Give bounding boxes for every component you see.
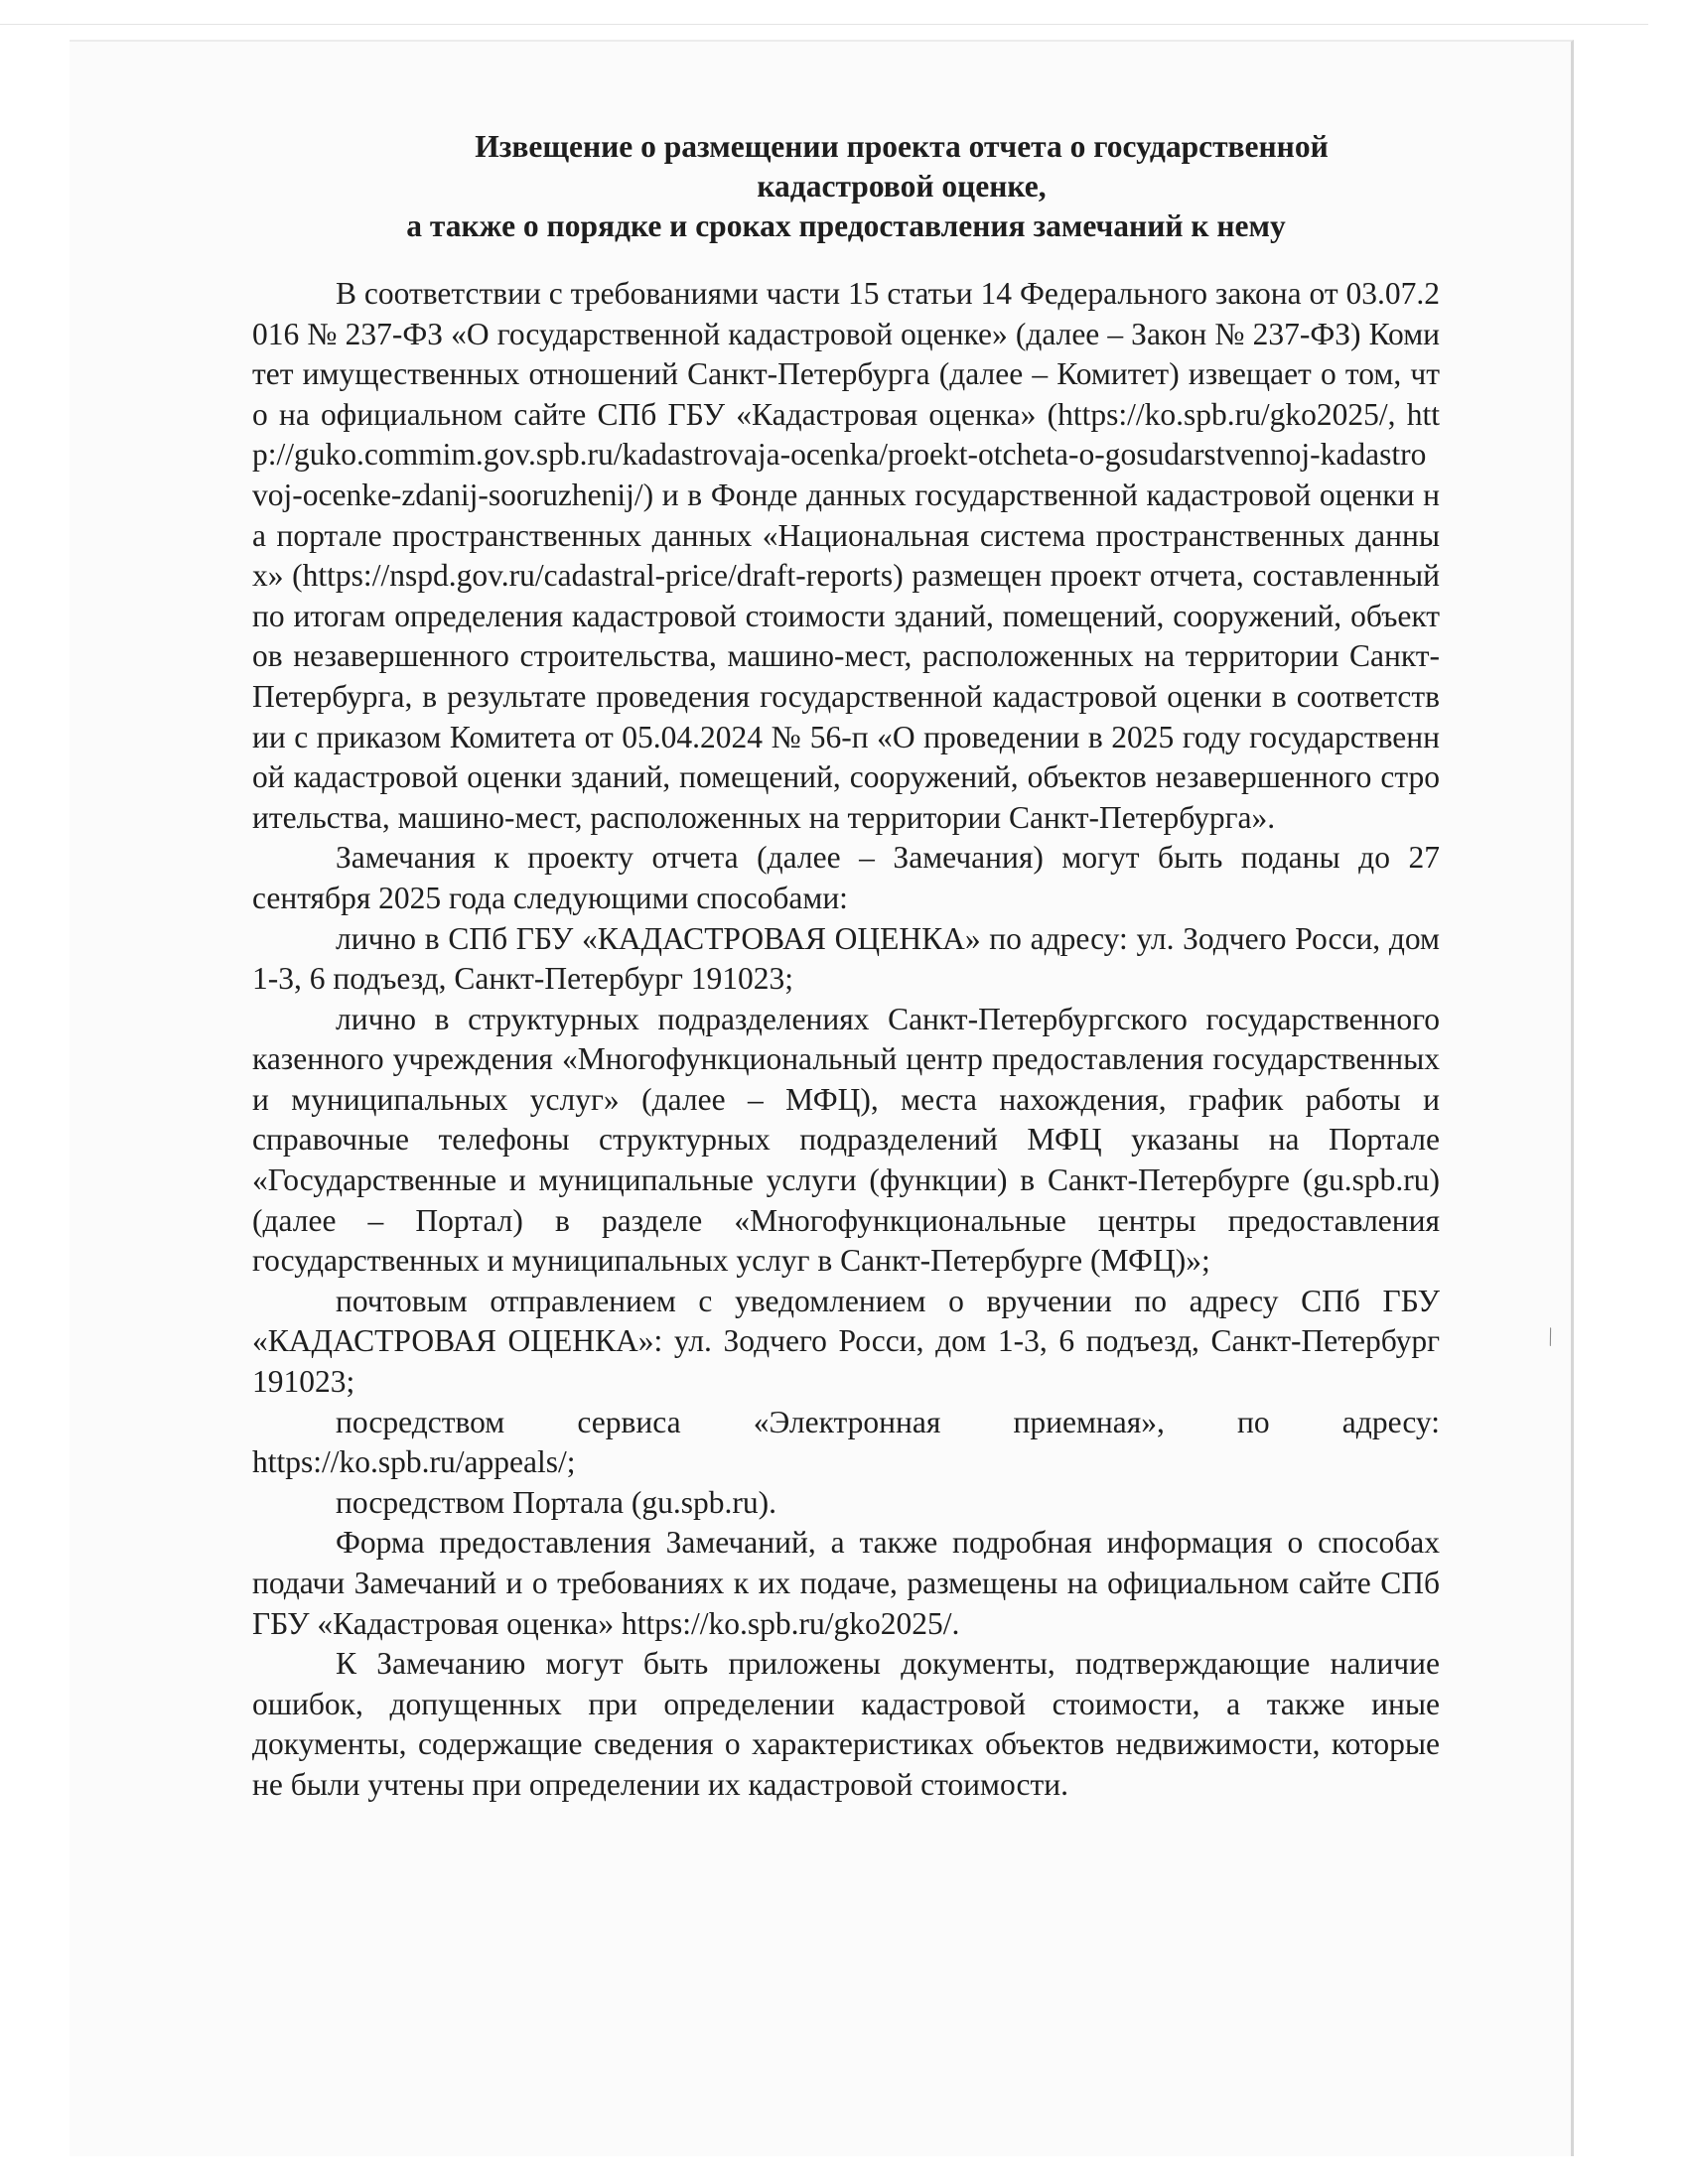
paragraph-attachments: К Замечанию могут быть приложены документы, подтверждающие наличие ошибок, допущенных при определении кадастровой стоимости, а также иные документы, содержащие сведения о характеристиках объектов недвижимости, которые не были учтены при определении их кадастровой стоимости. [252,1646,1440,1802]
paragraph-legal-basis: В соответствии с требованиями части 15 статьи 14 Федерального закона от 03.07.2016 № 237-ФЗ «О государственной кадастровой оценке» (далее – Закон № 237-ФЗ) Комитет имущественных отношений Санкт-Петербурга (далее – Комитет) извещает о том, что на официальном сайте СПб ГБУ «Кадастровая оценка» (https://ko.spb.ru/gko2025/, http://guko.commim.gov.spb.ru/kadastrovaja-ocenka/proekt-otcheta-o-gosudarstvennoj-kadastrovoj-ocenke-zdanij-sooruzhenij/) и в Фонде данных государственной кадастровой оценки на портале пространственных данных «Национальная система пространственных данных» (https://nspd.gov.ru/cadastral-price/draft-reports) размещен проект отчета, составленный по итогам определения кадастровой стоимости зданий, помещений, сооружений, объектов незавершенного строительства, машино-мест, расположенных на территории Санкт-Петербурга, в результате проведения государственной кадастровой оценки в соответствии с приказом Комитета от 05.04.2024 № 56-п «О проведении в 2025 году государственной кадастровой оценки зданий, помещений, сооружений, объектов незавершенного строительства, машино-мест, расположенных на территории Санкт-Петербурга». [252,276,1440,835]
scan-top-edge [0,24,1648,25]
paragraph-method-online-reception: посредством сервиса «Электронная приемная», по адресу: https://ko.spb.ru/appeals/; [252,1404,1440,1480]
paragraph-form-info: Форма предоставления Замечаний, а также подробная информация о способах подачи Замечаний и о требованиях к их подаче, размещены на официальном сайте СПб ГБУ «Кадастровая оценка» https://ko.spb.ru/gko2025/. [252,1525,1440,1641]
paragraph-deadline: Замечания к проекту отчета (далее – Замечания) могут быть поданы до 27 сентября 2025 года следующими способами: [252,840,1440,915]
title-line-3: а также о порядке и сроках предоставления замечаний к нему [406,208,1286,243]
title-line-1: Извещение о размещении проекта отчета о государственной [475,129,1329,164]
notice-document [252,127,1440,1806]
paragraph-method-mfc: лично в структурных подразделениях Санкт-Петербургского государственного казенного учреждения «Многофункциональный центр предоставления государственных и муниципальных услуг» (далее – МФЦ), места нахождения, график работы и справочные телефоны структурных подразделений МФЦ указаны на Портале «Государственные и муниципальные услуги (функции) в Санкт-Петербурге (gu.spb.ru) (далее – Портал) в разделе «Многофункциональные центры предоставления государственных и муниципальных услуг в Санкт-Петербурге (МФЦ)»; [252,1001,1440,1279]
paragraph-method-mail: почтовым отправлением с уведомлением о вручении по адресу СПб ГБУ «КАДАСТРОВАЯ ОЦЕНКА»: ул. Зодчего Росси, дом 1-3, 6 подъезд, Санкт-Петербург 191023; [252,1283,1440,1400]
scan-mark: ╲ [1542,1328,1558,1347]
paragraph-method-in-person-office: лично в СПб ГБУ «КАДАСТРОВАЯ ОЦЕНКА» по адресу: ул. Зодчего Росси, дом 1-3, 6 подъезд, Санкт-Петербург 191023; [252,920,1440,997]
document-title [252,127,1440,246]
paragraph-method-portal: посредством Портала (gu.spb.ru). [336,1484,776,1520]
title-line-2: кадастровой оценке, [757,169,1047,204]
